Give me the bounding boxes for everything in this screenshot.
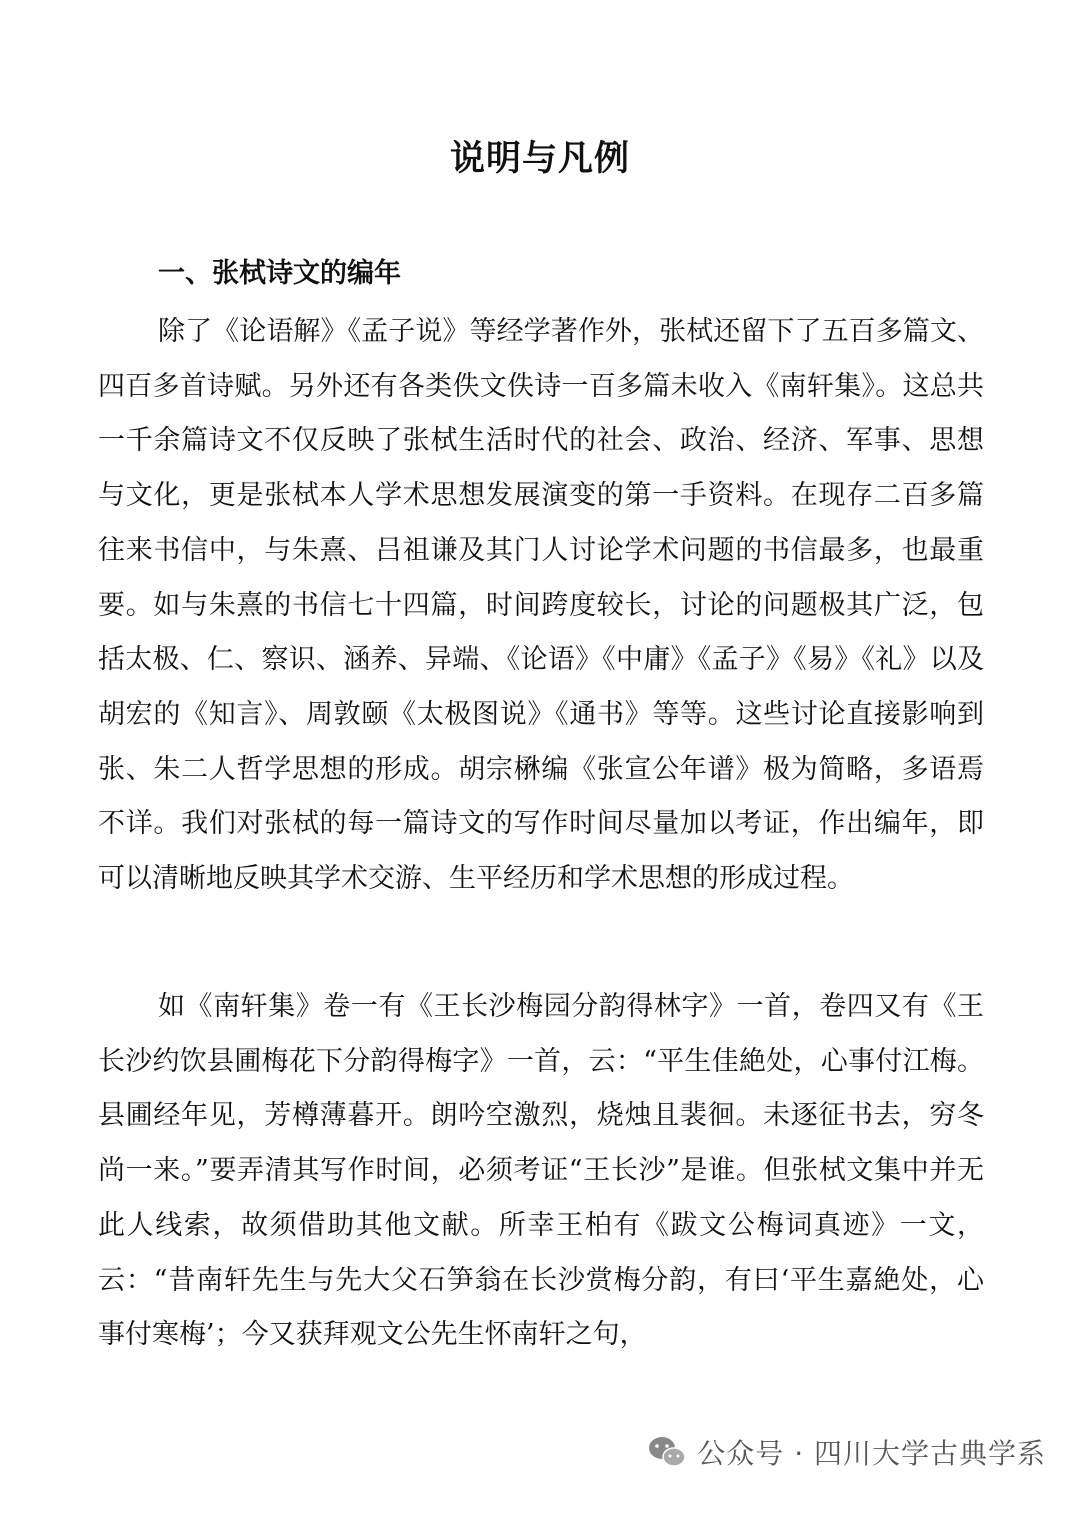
watermark: [647, 1432, 1046, 1472]
page-title: 说明与凡例: [449, 139, 630, 179]
section-heading: 一、张栻诗文的编年: [158, 258, 401, 289]
paragraph-1: 除了《论语解》《孟子说》等经学著作外，张栻还留下了五百多篇文、四百多首诗赋。另外还有各类佚文佚诗一百多篇未收入《南轩集》。这总共一千余篇诗文不仅反映了张栻生活时代的社会、政治、经济、军事、思想与文化，更是张栻本人学术思想发展演变的第一手资料。在现存二百多篇往来书信中，与朱熹、吕祖谦及其门人讨论学术问题的书信最多，也最重要。如与朱熹的书信七十四篇，时间跨度较长，讨论的问题极其广泛，包括太极、仁、察识、涵养、异端、《论语》《中庸》《孟子》《易》《礼》以及胡宏的《知言》、周敦颐《太极图说》《通书》等等。这些讨论直接影响到张、朱二人哲学思想的形成。胡宗楙编《张宣公年谱》极为简略，多语焉不详。我们对张栻的每一篇诗文的写作时间尽量加以考证，作出编年，即可以清晰地反映其学术交游、生平经历和学术思想的形成过程。: [98, 316, 984, 895]
watermark-text: 公众号 · 四川大学古典学系: [697, 1437, 1046, 1470]
paragraph-2: 如《南轩集》卷一有《王长沙梅园分韵得林字》一首，卷四又有《王长沙约饮县圃梅花下分韵得梅字》一首，云：“平生佳絶处，心事付江梅。县圃经年见，芳樽薄暮开。朗吟空激烈，烧烛且裴徊。未逐征书去，穷冬尚一来。”要弄清其写作时间，必须考证“王长沙”是谁。但张栻文集中并无此人线索，故须借助其他文献。所幸王柏有《跋文公梅词真迹》一文，云：“昔南轩先生与先大父石笋翁在长沙赏梅分韵，有曰‘平生嘉絶处，心事付寒梅’；今又获拜观文公先生怀南轩之句，: [98, 991, 984, 1351]
wechat-icon: [647, 1435, 687, 1469]
